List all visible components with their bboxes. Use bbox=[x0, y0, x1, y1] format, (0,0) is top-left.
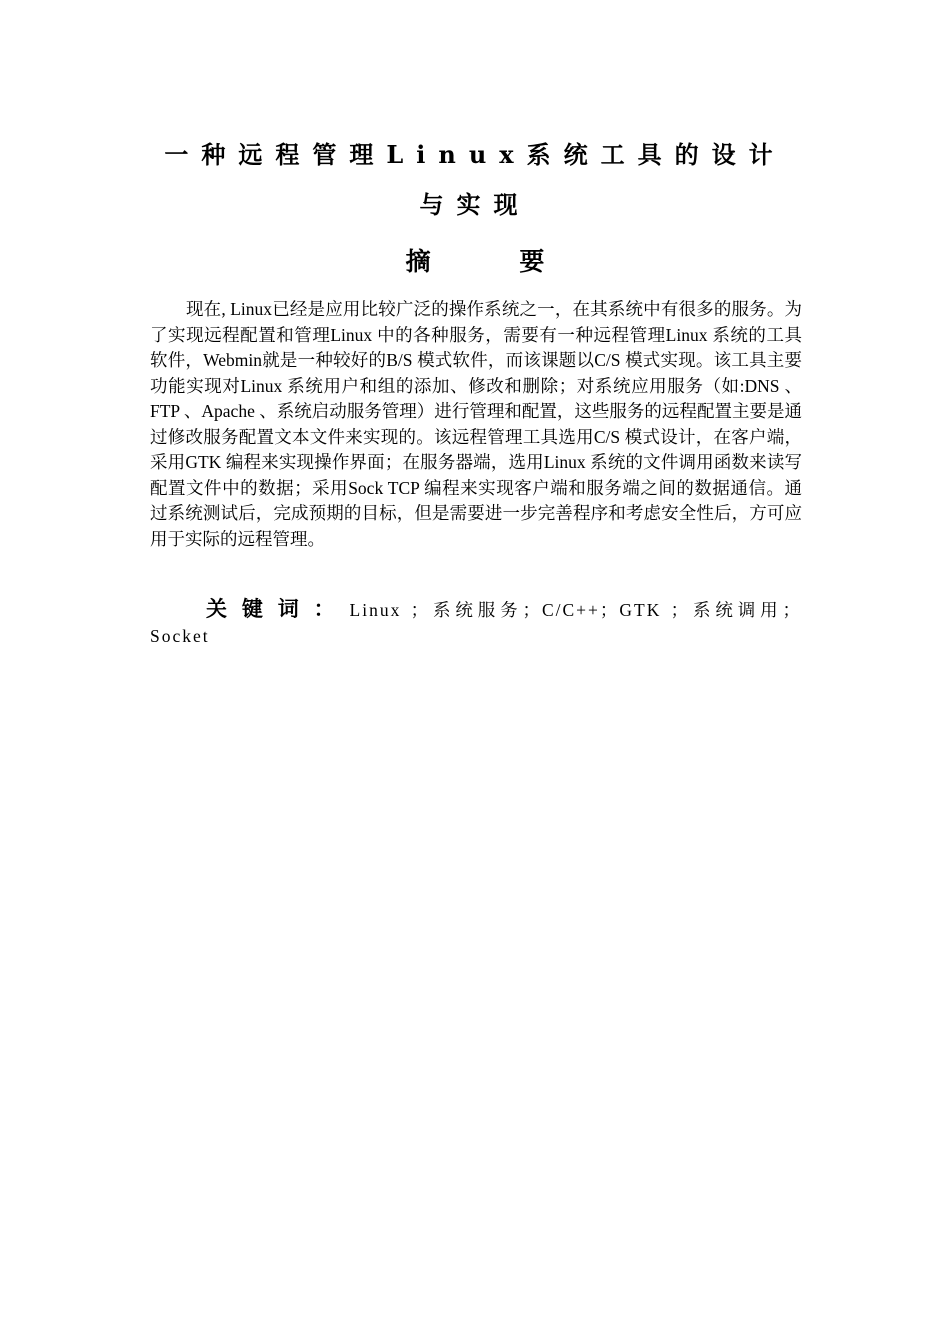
page-title: 一种远程管理Linux系统工具的设计与实现 bbox=[164, 140, 786, 219]
abstract-paragraph: 现在, Linux已经是应用比较广泛的操作系统之一，在其系统中有很多的服务。为了实现远程配置和管理Linux 中的各种服务，需要有一种远程管理Linux 系统的工具软件，Webmin就是一种较好的B/S 模式软件，而该课题以C/S 模式实现。该工具主要功能实现对Linux 系统用户和组的添加、修改和删除；对系统应用服务（如:DNS 、FTP 、Apache 、系统启动服务管理）进行管理和配置，这些服务的远程配置主要是通过修改服务配置文本文件来实现的。该远程管理工具选用C/S 模式设计，在客户端，采用GTK 编程来实现操作界面；在服务器端，选用Linux 系统的文件调用函数来读写配置文件中的数据；采用Sock TCP 编程来实现客户端和服务端之间的数据通信。通过系统测试后，完成预期的目标，但是需要进一步完善程序和考虑安全性后，方可应用于实际的远程管理。 bbox=[150, 299, 802, 549]
keywords-label: 关键词 bbox=[206, 597, 314, 621]
keywords-text: Linux ；系统服务；C/C++；GTK ；系统调用；Socket bbox=[150, 600, 803, 646]
abstract-heading: 摘 要 bbox=[405, 247, 585, 276]
keywords-separator: ： bbox=[313, 597, 350, 621]
keywords-line bbox=[150, 596, 802, 649]
